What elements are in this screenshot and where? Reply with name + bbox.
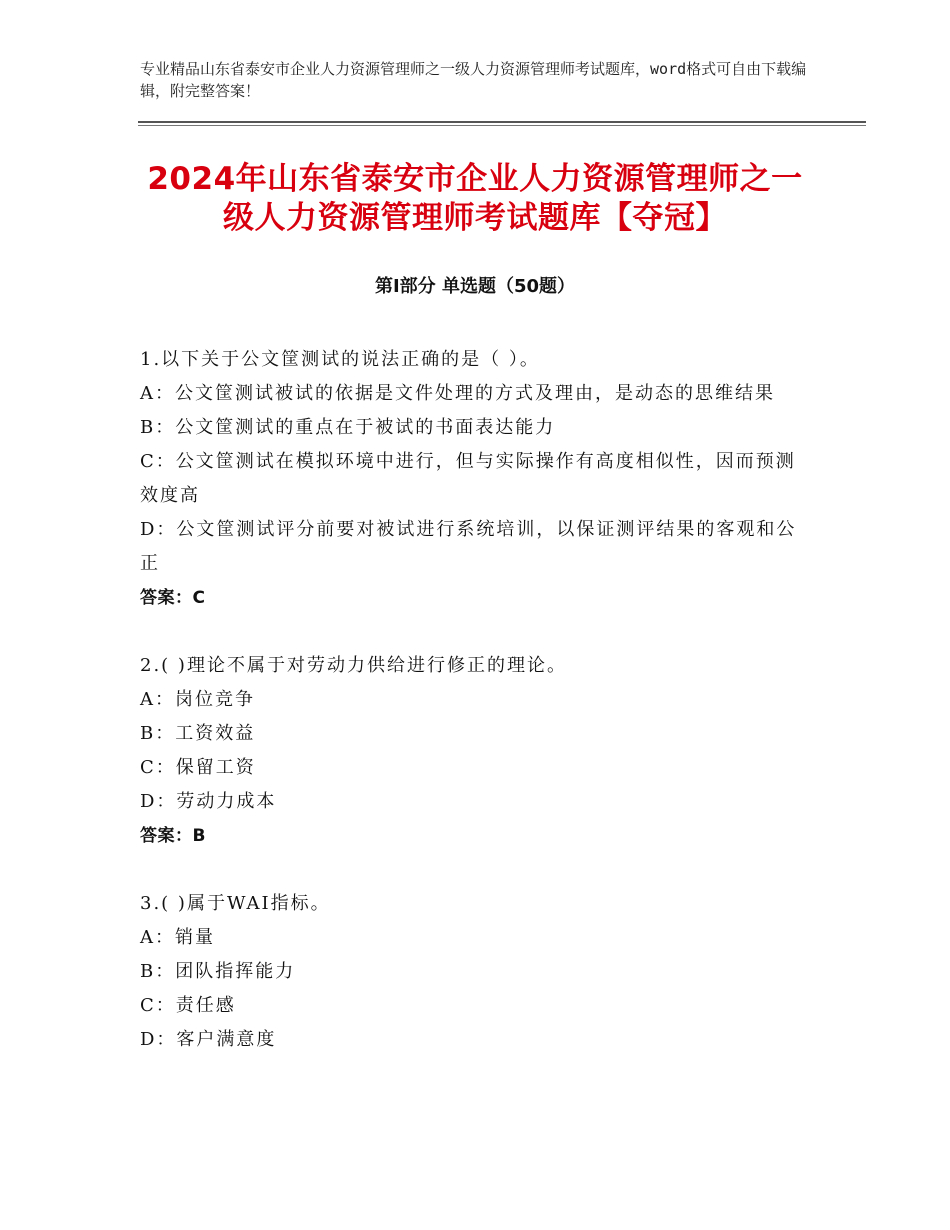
option-c: C：责任感 xyxy=(140,995,236,1016)
option-d: D：客户满意度 xyxy=(140,1029,277,1050)
question-stem: 2.( )理论不属于对劳动力供给进行修正的理论。 xyxy=(140,655,567,676)
option-d: D：劳动力成本 xyxy=(140,791,277,812)
option-b: B：公文筐测试的重点在于被试的书面表达能力 xyxy=(140,417,556,438)
answer-line: 答案：C xyxy=(140,588,206,608)
answer-line: 答案：B xyxy=(140,826,206,846)
option-a: A：岗位竞争 xyxy=(140,689,255,710)
question-2 xyxy=(140,649,812,853)
option-b: B：工资效益 xyxy=(140,723,256,744)
section-heading: 第Ⅰ部分 单选题（50题） xyxy=(374,276,575,297)
header-note: 专业精品山东省泰安市企业人力资源管理师之一级人力资源管理师考试题库，word格式可自由下载编辑，附完整答案！ xyxy=(140,60,807,100)
question-list xyxy=(140,343,812,1091)
question-stem: 1.以下关于公文筐测试的说法正确的是（ ）。 xyxy=(140,349,540,370)
option-c: C：保留工资 xyxy=(140,757,256,778)
option-d: D：公文筐测试评分前要对被试进行系统培训，以保证测评结果的客观和公正 xyxy=(140,519,797,574)
header-rule-thin xyxy=(138,125,866,126)
question-3 xyxy=(140,887,812,1057)
question-1 xyxy=(140,343,812,615)
document-title: 2024年山东省泰安市企业人力资源管理师之一级人力资源管理师考试题库【夺冠】 xyxy=(147,161,803,236)
option-a: A：公文筐测试被试的依据是文件处理的方式及理由，是动态的思维结果 xyxy=(140,383,775,404)
header-rule-thick xyxy=(138,121,866,123)
option-c: C：公文筐测试在模拟环境中进行，但与实际操作有高度相似性，因而预测效度高 xyxy=(140,451,796,506)
option-b: B：团队指挥能力 xyxy=(140,961,296,982)
question-stem: 3.( )属于WAI指标。 xyxy=(140,893,331,914)
option-a: A：销量 xyxy=(140,927,215,948)
